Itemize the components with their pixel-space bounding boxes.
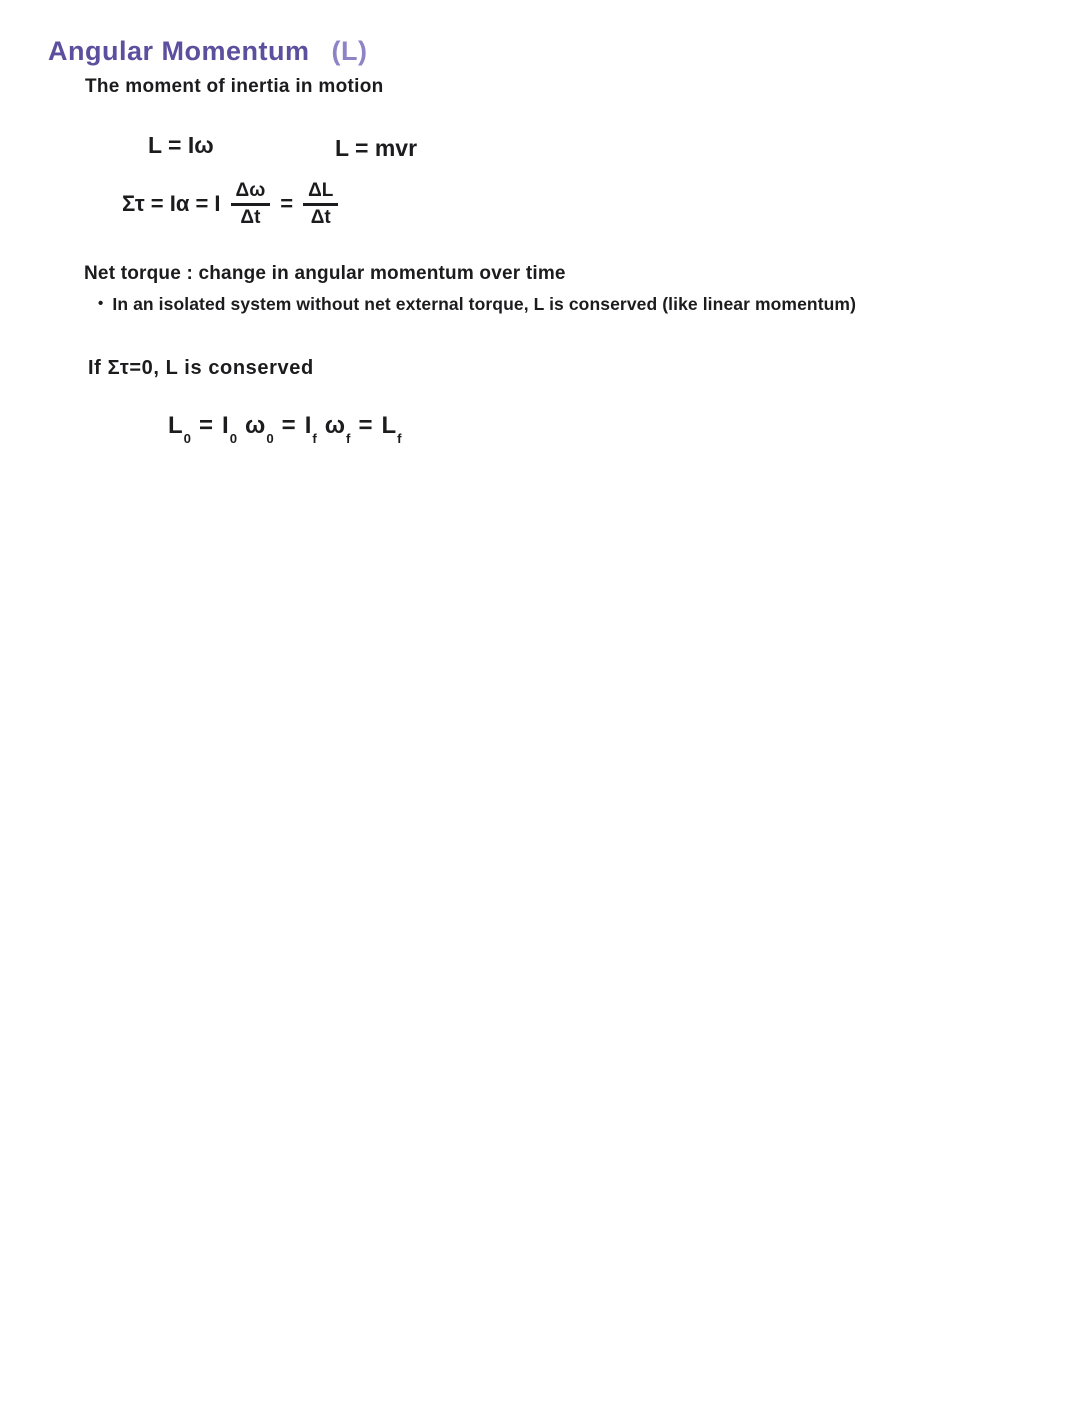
equation-term: $\omega_0$ [245,412,274,446]
equals-sign: = [199,412,214,439]
page-title [48,36,368,67]
net-torque-definition: Net torque : change in angular momentum over time [84,263,566,284]
equation-term: $I_f$ [304,412,317,446]
fraction-delta-l-over-delta-t [303,180,338,229]
fraction-numerator: ΔL [303,180,338,206]
equals-sign: = [358,412,373,439]
equation-net-torque-lhs: Στ = Iα = I [122,191,221,217]
equals-sign: = [281,412,296,439]
equation-net-torque [122,180,338,229]
conservation-condition: If Στ=0, L is conserved [88,357,314,379]
fraction-denominator: Δt [310,206,331,228]
bullet-note [98,294,856,315]
fraction-delta-omega-over-delta-t [231,180,271,229]
bullet-note-text: In an isolated system without net external torque, L is conserved (like linear momentum) [112,294,857,314]
equation-term: $L_0$ [168,412,192,446]
bullet-icon: • [98,295,104,312]
equation-term: $I_0$ [222,412,238,446]
page-title-symbol: (L) [331,36,368,66]
fraction-denominator: Δt [240,206,261,228]
equation-l-equals-mvr: L = mvr [335,135,418,161]
equals-sign: = [280,191,294,217]
page-title-text: Angular Momentum [48,36,310,66]
equation-l-equals-i-omega: L = Iω [148,132,214,158]
equation-term: $\omega_f$ [324,412,351,446]
fraction-numerator: Δω [231,180,271,206]
equation-term: $L_f$ [381,412,402,446]
conservation-equation [168,412,410,446]
subtitle: The moment of inertia in motion [85,76,384,97]
